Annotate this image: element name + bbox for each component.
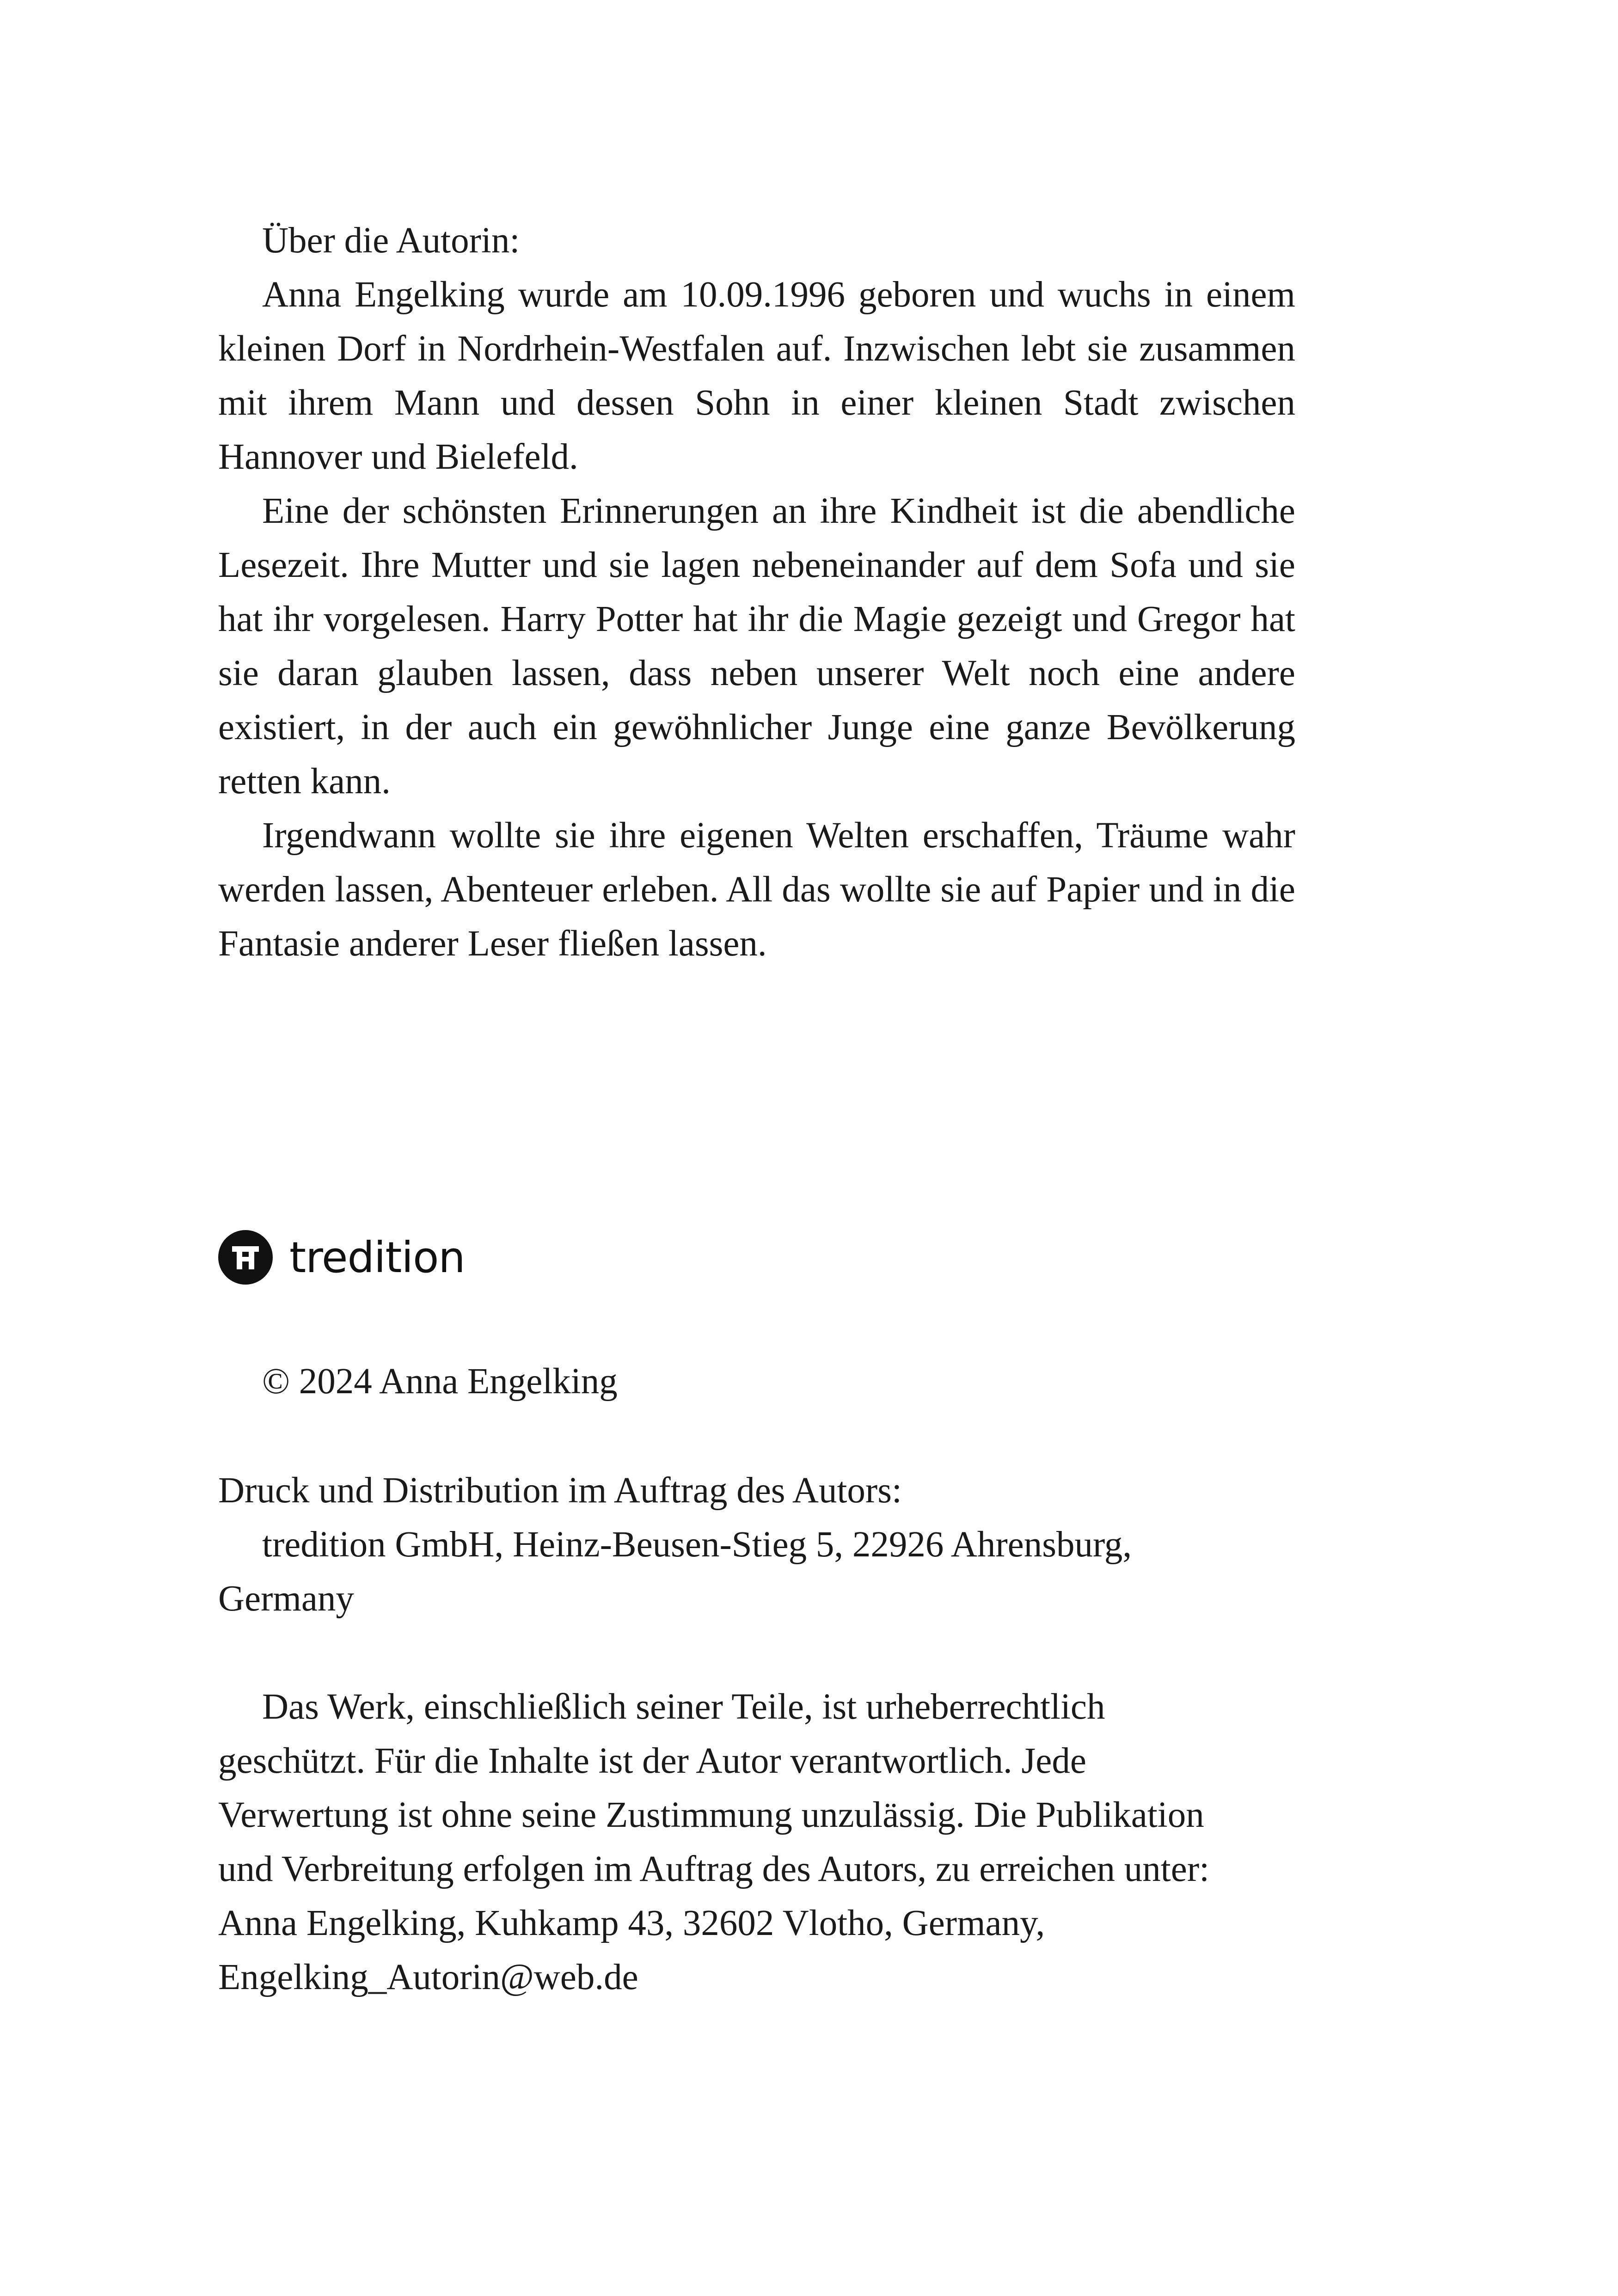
about-author-heading: Über die Autorin: bbox=[262, 220, 520, 261]
publisher-wordmark: tredition bbox=[289, 1232, 465, 1282]
copyright-block bbox=[218, 1354, 1295, 1408]
about-author-section bbox=[218, 214, 1295, 971]
distribution-label: Druck und Distribution im Auftrag des Autors: bbox=[218, 1470, 902, 1511]
bio-paragraph-1: Anna Engelking wurde am 10.09.1996 geboren und wuchs in einem kleinen Dorf in Nordrhein-Westfalen auf. Inzwischen lebt sie zusammen mit ihrem Mann und dessen Sohn in einer kleinen Stadt zwischen Hannover und Bielefeld. bbox=[218, 275, 1295, 477]
legal-line-5: Anna Engelking, Kuhkamp 43, 32602 Vlotho, Germany, bbox=[218, 1903, 1045, 1943]
publisher-logo bbox=[218, 1230, 465, 1285]
bio-paragraph-2: Eine der schönsten Erinnerungen an ihre Kindheit ist die abendliche Lesezeit. Ihre Mutter und sie lagen nebeneinander auf dem Sofa und sie hat ihr vorgelesen. Harry Potter hat ihr die Magie gezeigt und Gregor hat sie daran glauben lassen, dass neben unserer Welt noch eine andere existiert, in der auch ein gewöhnlicher Junge eine ganze Bevölkerung retten kann. bbox=[218, 491, 1295, 802]
legal-line-4: und Verbreitung erfolgen im Auftrag des Autors, zu erreichen unter: bbox=[218, 1849, 1210, 1889]
legal-line-3: Verwertung ist ohne seine Zustimmung unzulässig. Die Publikation bbox=[218, 1795, 1204, 1835]
author-email: Engelking_Autorin@web.de bbox=[218, 1957, 638, 1997]
legal-line-2: geschützt. Für die Inhalte ist der Autor verantwortlich. Jede bbox=[218, 1741, 1086, 1781]
copyright-line: © 2024 Anna Engelking bbox=[262, 1361, 618, 1402]
distribution-address-line-2: Germany bbox=[218, 1579, 354, 1619]
tredition-logo-icon bbox=[218, 1230, 273, 1285]
distribution-block bbox=[218, 1463, 1295, 1626]
legal-notice-block bbox=[218, 1680, 1295, 2004]
distribution-address-line-1: tredition GmbH, Heinz-Beusen-Stieg 5, 22926 Ahrensburg, bbox=[262, 1525, 1132, 1565]
legal-line-1: Das Werk, einschließlich seiner Teile, ist urheberrechtlich bbox=[262, 1687, 1105, 1727]
bio-paragraph-3: Irgendwann wollte sie ihre eigenen Welten erschaffen, Träume wahr werden lassen, Abenteuer erleben. All das wollte sie auf Papier und in die Fantasie anderer Leser fließen lassen. bbox=[218, 815, 1295, 964]
